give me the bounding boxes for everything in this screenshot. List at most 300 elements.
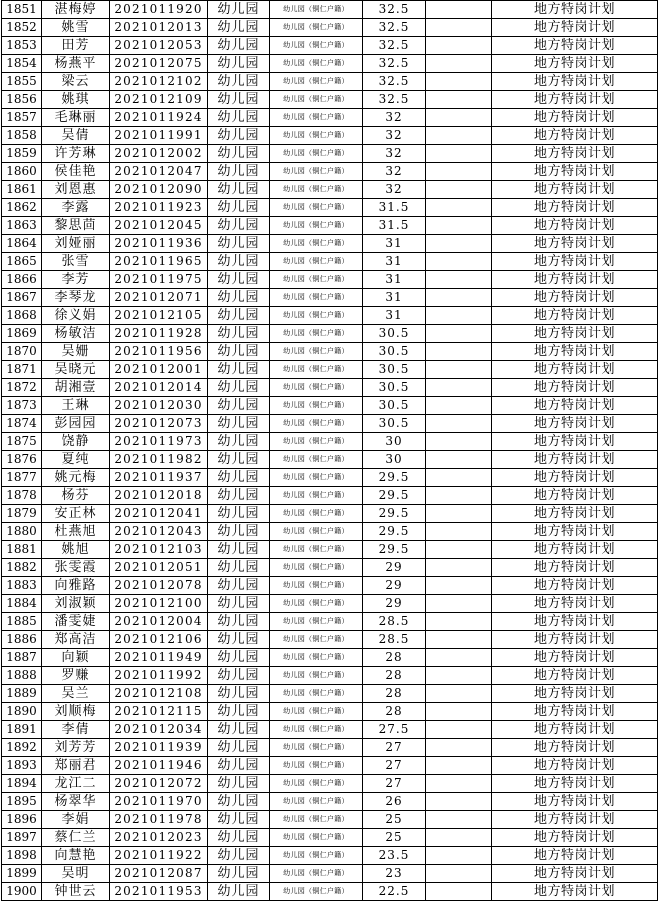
position-cell: 幼儿园（铜仁户籍） — [270, 523, 363, 541]
plan-cell: 地方特岗计划 — [492, 109, 658, 127]
row-number-cell: 1860 — [2, 163, 42, 181]
plan-cell: 地方特岗计划 — [492, 811, 658, 829]
candidate-name-cell: 钟世云 — [42, 883, 110, 901]
school-type-cell: 幼儿园 — [208, 577, 270, 595]
position-cell: 幼儿园（铜仁户籍） — [270, 361, 363, 379]
score-cell: 22.5 — [363, 883, 426, 901]
score-cell: 25 — [363, 829, 426, 847]
table-row — [2, 631, 658, 649]
table-row — [2, 181, 658, 199]
school-type-cell: 幼儿园 — [208, 559, 270, 577]
blank-cell — [426, 577, 492, 595]
candidate-name-cell: 胡湘壹 — [42, 379, 110, 397]
score-cell: 29.5 — [363, 487, 426, 505]
exam-id-cell: 2021011953 — [110, 883, 208, 901]
blank-cell — [426, 757, 492, 775]
plan-cell: 地方特岗计划 — [492, 505, 658, 523]
candidate-name-cell: 刘娅丽 — [42, 235, 110, 253]
school-type-cell: 幼儿园 — [208, 775, 270, 793]
candidate-name-cell: 彭园园 — [42, 415, 110, 433]
blank-cell — [426, 883, 492, 901]
plan-cell: 地方特岗计划 — [492, 577, 658, 595]
exam-id-cell: 2021012075 — [110, 55, 208, 73]
row-number-cell: 1885 — [2, 613, 42, 631]
exam-id-cell: 2021011936 — [110, 235, 208, 253]
exam-id-cell: 2021012087 — [110, 865, 208, 883]
candidate-name-cell: 向雅路 — [42, 577, 110, 595]
candidate-name-cell: 李露 — [42, 199, 110, 217]
blank-cell — [426, 739, 492, 757]
school-type-cell: 幼儿园 — [208, 415, 270, 433]
row-number-cell: 1884 — [2, 595, 42, 613]
exam-id-cell: 2021012100 — [110, 595, 208, 613]
candidate-name-cell: 吴明 — [42, 865, 110, 883]
table-row — [2, 739, 658, 757]
score-cell: 30.5 — [363, 343, 426, 361]
candidate-name-cell: 潘雯婕 — [42, 613, 110, 631]
table-row — [2, 19, 658, 37]
row-number-cell: 1900 — [2, 883, 42, 901]
table-row — [2, 397, 658, 415]
school-type-cell: 幼儿园 — [208, 73, 270, 91]
table-row — [2, 559, 658, 577]
position-cell: 幼儿园（铜仁户籍） — [270, 163, 363, 181]
row-number-cell: 1874 — [2, 415, 42, 433]
exam-id-cell: 2021011949 — [110, 649, 208, 667]
row-number-cell: 1893 — [2, 757, 42, 775]
score-cell: 30.5 — [363, 379, 426, 397]
candidate-name-cell: 刘淑颖 — [42, 595, 110, 613]
row-number-cell: 1896 — [2, 811, 42, 829]
plan-cell: 地方特岗计划 — [492, 667, 658, 685]
score-cell: 25 — [363, 811, 426, 829]
score-cell: 30 — [363, 451, 426, 469]
position-cell: 幼儿园（铜仁户籍） — [270, 1, 363, 19]
position-cell: 幼儿园（铜仁户籍） — [270, 487, 363, 505]
row-number-cell: 1895 — [2, 793, 42, 811]
position-cell: 幼儿园（铜仁户籍） — [270, 541, 363, 559]
row-number-cell: 1873 — [2, 397, 42, 415]
blank-cell — [426, 469, 492, 487]
school-type-cell: 幼儿园 — [208, 793, 270, 811]
candidate-name-cell: 张雪 — [42, 253, 110, 271]
table-row — [2, 685, 658, 703]
school-type-cell: 幼儿园 — [208, 91, 270, 109]
candidate-name-cell: 李倩 — [42, 721, 110, 739]
plan-cell: 地方特岗计划 — [492, 685, 658, 703]
blank-cell — [426, 289, 492, 307]
candidate-name-cell: 黎思茴 — [42, 217, 110, 235]
row-number-cell: 1859 — [2, 145, 42, 163]
table-row — [2, 217, 658, 235]
position-cell: 幼儿园（铜仁户籍） — [270, 109, 363, 127]
exam-id-cell: 2021012014 — [110, 379, 208, 397]
school-type-cell: 幼儿园 — [208, 703, 270, 721]
row-number-cell: 1861 — [2, 181, 42, 199]
row-number-cell: 1852 — [2, 19, 42, 37]
school-type-cell: 幼儿园 — [208, 649, 270, 667]
plan-cell: 地方特岗计划 — [492, 289, 658, 307]
score-cell: 27.5 — [363, 721, 426, 739]
table-row — [2, 199, 658, 217]
position-cell: 幼儿园（铜仁户籍） — [270, 127, 363, 145]
row-number-cell: 1875 — [2, 433, 42, 451]
blank-cell — [426, 451, 492, 469]
position-cell: 幼儿园（铜仁户籍） — [270, 397, 363, 415]
plan-cell: 地方特岗计划 — [492, 739, 658, 757]
school-type-cell: 幼儿园 — [208, 55, 270, 73]
position-cell: 幼儿园（铜仁户籍） — [270, 595, 363, 613]
blank-cell — [426, 307, 492, 325]
table-row — [2, 793, 658, 811]
blank-cell — [426, 217, 492, 235]
table-row — [2, 595, 658, 613]
table-row — [2, 667, 658, 685]
candidate-name-cell: 许芳琳 — [42, 145, 110, 163]
candidate-name-cell: 刘芳芳 — [42, 739, 110, 757]
position-cell: 幼儿园（铜仁户籍） — [270, 883, 363, 901]
candidate-name-cell: 蔡仁兰 — [42, 829, 110, 847]
table-body — [2, 1, 658, 901]
blank-cell — [426, 631, 492, 649]
row-number-cell: 1871 — [2, 361, 42, 379]
row-number-cell: 1882 — [2, 559, 42, 577]
score-cell: 29 — [363, 595, 426, 613]
exam-id-cell: 2021012030 — [110, 397, 208, 415]
candidate-name-cell: 杜燕旭 — [42, 523, 110, 541]
table-row — [2, 721, 658, 739]
candidate-name-cell: 吴姗 — [42, 343, 110, 361]
exam-id-cell: 2021012073 — [110, 415, 208, 433]
score-cell: 32 — [363, 109, 426, 127]
candidate-name-cell: 罗赚 — [42, 667, 110, 685]
exam-id-cell: 2021012090 — [110, 181, 208, 199]
score-cell: 30.5 — [363, 361, 426, 379]
score-cell: 27 — [363, 739, 426, 757]
candidate-name-cell: 杨芬 — [42, 487, 110, 505]
exam-id-cell: 2021012108 — [110, 685, 208, 703]
candidate-name-cell: 田芳 — [42, 37, 110, 55]
plan-cell: 地方特岗计划 — [492, 451, 658, 469]
blank-cell — [426, 181, 492, 199]
position-cell: 幼儿园（铜仁户籍） — [270, 19, 363, 37]
position-cell: 幼儿园（铜仁户籍） — [270, 73, 363, 91]
school-type-cell: 幼儿园 — [208, 613, 270, 631]
blank-cell — [426, 19, 492, 37]
score-cell: 32 — [363, 127, 426, 145]
school-type-cell: 幼儿园 — [208, 505, 270, 523]
row-number-cell: 1858 — [2, 127, 42, 145]
exam-id-cell: 2021012102 — [110, 73, 208, 91]
row-number-cell: 1891 — [2, 721, 42, 739]
school-type-cell: 幼儿园 — [208, 109, 270, 127]
table-row — [2, 883, 658, 901]
school-type-cell: 幼儿园 — [208, 721, 270, 739]
score-cell: 29.5 — [363, 541, 426, 559]
row-number-cell: 1886 — [2, 631, 42, 649]
candidate-name-cell: 梁云 — [42, 73, 110, 91]
row-number-cell: 1870 — [2, 343, 42, 361]
plan-cell: 地方特岗计划 — [492, 469, 658, 487]
school-type-cell: 幼儿园 — [208, 325, 270, 343]
position-cell: 幼儿园（铜仁户籍） — [270, 703, 363, 721]
plan-cell: 地方特岗计划 — [492, 235, 658, 253]
exam-id-cell: 2021011937 — [110, 469, 208, 487]
plan-cell: 地方特岗计划 — [492, 217, 658, 235]
blank-cell — [426, 271, 492, 289]
candidate-name-cell: 王琳 — [42, 397, 110, 415]
table-row — [2, 757, 658, 775]
blank-cell — [426, 649, 492, 667]
plan-cell: 地方特岗计划 — [492, 253, 658, 271]
candidate-name-cell: 夏纯 — [42, 451, 110, 469]
candidate-name-cell: 徐义娟 — [42, 307, 110, 325]
table-row — [2, 55, 658, 73]
table-row — [2, 847, 658, 865]
row-number-cell: 1856 — [2, 91, 42, 109]
candidate-name-cell: 杨翠华 — [42, 793, 110, 811]
position-cell: 幼儿园（铜仁户籍） — [270, 757, 363, 775]
candidate-name-cell: 杨敏洁 — [42, 325, 110, 343]
blank-cell — [426, 433, 492, 451]
school-type-cell: 幼儿园 — [208, 379, 270, 397]
candidate-name-cell: 张雯霞 — [42, 559, 110, 577]
position-cell: 幼儿园（铜仁户籍） — [270, 415, 363, 433]
table-row — [2, 649, 658, 667]
exam-id-cell: 2021011973 — [110, 433, 208, 451]
school-type-cell: 幼儿园 — [208, 865, 270, 883]
blank-cell — [426, 397, 492, 415]
plan-cell: 地方特岗计划 — [492, 181, 658, 199]
exam-id-cell: 2021011923 — [110, 199, 208, 217]
plan-cell: 地方特岗计划 — [492, 271, 658, 289]
school-type-cell: 幼儿园 — [208, 631, 270, 649]
school-type-cell: 幼儿园 — [208, 361, 270, 379]
exam-id-cell: 2021011965 — [110, 253, 208, 271]
position-cell: 幼儿园（铜仁户籍） — [270, 613, 363, 631]
table-row — [2, 379, 658, 397]
plan-cell: 地方特岗计划 — [492, 55, 658, 73]
position-cell: 幼儿园（铜仁户籍） — [270, 271, 363, 289]
candidate-name-cell: 向颖 — [42, 649, 110, 667]
position-cell: 幼儿园（铜仁户籍） — [270, 343, 363, 361]
score-cell: 32 — [363, 163, 426, 181]
plan-cell: 地方特岗计划 — [492, 73, 658, 91]
school-type-cell: 幼儿园 — [208, 451, 270, 469]
position-cell: 幼儿园（铜仁户籍） — [270, 289, 363, 307]
score-cell: 28 — [363, 685, 426, 703]
score-cell: 28 — [363, 649, 426, 667]
position-cell: 幼儿园（铜仁户籍） — [270, 469, 363, 487]
blank-cell — [426, 667, 492, 685]
score-cell: 28 — [363, 703, 426, 721]
score-cell: 30.5 — [363, 397, 426, 415]
score-cell: 23 — [363, 865, 426, 883]
blank-cell — [426, 199, 492, 217]
blank-cell — [426, 235, 492, 253]
plan-cell: 地方特岗计划 — [492, 325, 658, 343]
exam-id-cell: 2021011922 — [110, 847, 208, 865]
row-number-cell: 1897 — [2, 829, 42, 847]
plan-cell: 地方特岗计划 — [492, 379, 658, 397]
school-type-cell: 幼儿园 — [208, 199, 270, 217]
blank-cell — [426, 793, 492, 811]
plan-cell: 地方特岗计划 — [492, 397, 658, 415]
candidate-name-cell: 安正林 — [42, 505, 110, 523]
row-number-cell: 1851 — [2, 1, 42, 19]
table-row — [2, 865, 658, 883]
school-type-cell: 幼儿园 — [208, 523, 270, 541]
score-cell: 32.5 — [363, 37, 426, 55]
table-row — [2, 487, 658, 505]
plan-cell: 地方特岗计划 — [492, 865, 658, 883]
school-type-cell: 幼儿园 — [208, 19, 270, 37]
position-cell: 幼儿园（铜仁户籍） — [270, 721, 363, 739]
blank-cell — [426, 55, 492, 73]
candidate-name-cell: 姚元梅 — [42, 469, 110, 487]
blank-cell — [426, 73, 492, 91]
plan-cell: 地方特岗计划 — [492, 703, 658, 721]
school-type-cell: 幼儿园 — [208, 829, 270, 847]
school-type-cell: 幼儿园 — [208, 847, 270, 865]
plan-cell: 地方特岗计划 — [492, 433, 658, 451]
candidate-name-cell: 李芳 — [42, 271, 110, 289]
blank-cell — [426, 811, 492, 829]
table-row — [2, 343, 658, 361]
candidate-name-cell: 郑丽君 — [42, 757, 110, 775]
blank-cell — [426, 847, 492, 865]
table-row — [2, 127, 658, 145]
exam-id-cell: 2021012109 — [110, 91, 208, 109]
table-row — [2, 91, 658, 109]
table-row — [2, 109, 658, 127]
school-type-cell: 幼儿园 — [208, 739, 270, 757]
exam-id-cell: 2021012043 — [110, 523, 208, 541]
row-number-cell: 1879 — [2, 505, 42, 523]
position-cell: 幼儿园（铜仁户籍） — [270, 37, 363, 55]
blank-cell — [426, 343, 492, 361]
school-type-cell: 幼儿园 — [208, 757, 270, 775]
table-row — [2, 325, 658, 343]
score-cell: 30.5 — [363, 325, 426, 343]
score-cell: 26 — [363, 793, 426, 811]
plan-cell: 地方特岗计划 — [492, 559, 658, 577]
row-number-cell: 1853 — [2, 37, 42, 55]
candidate-name-cell: 姚雪 — [42, 19, 110, 37]
plan-cell: 地方特岗计划 — [492, 847, 658, 865]
table-row — [2, 451, 658, 469]
score-cell: 31 — [363, 253, 426, 271]
row-number-cell: 1868 — [2, 307, 42, 325]
exam-id-cell: 2021011982 — [110, 451, 208, 469]
row-number-cell: 1881 — [2, 541, 42, 559]
score-cell: 32.5 — [363, 1, 426, 19]
row-number-cell: 1880 — [2, 523, 42, 541]
table-row — [2, 775, 658, 793]
score-cell: 32.5 — [363, 55, 426, 73]
table-row — [2, 37, 658, 55]
row-number-cell: 1862 — [2, 199, 42, 217]
row-number-cell: 1892 — [2, 739, 42, 757]
position-cell: 幼儿园（铜仁户籍） — [270, 235, 363, 253]
score-cell: 32.5 — [363, 19, 426, 37]
plan-cell: 地方特岗计划 — [492, 793, 658, 811]
position-cell: 幼儿园（铜仁户籍） — [270, 685, 363, 703]
blank-cell — [426, 559, 492, 577]
school-type-cell: 幼儿园 — [208, 541, 270, 559]
school-type-cell: 幼儿园 — [208, 433, 270, 451]
score-cell: 32 — [363, 181, 426, 199]
candidate-name-cell: 郑高洁 — [42, 631, 110, 649]
school-type-cell: 幼儿园 — [208, 343, 270, 361]
plan-cell: 地方特岗计划 — [492, 541, 658, 559]
exam-id-cell: 2021012018 — [110, 487, 208, 505]
exam-id-cell: 2021012047 — [110, 163, 208, 181]
exam-id-cell: 2021011978 — [110, 811, 208, 829]
exam-id-cell: 2021011946 — [110, 757, 208, 775]
plan-cell: 地方特岗计划 — [492, 163, 658, 181]
school-type-cell: 幼儿园 — [208, 487, 270, 505]
results-table — [1, 0, 658, 901]
row-number-cell: 1867 — [2, 289, 42, 307]
position-cell: 幼儿园（铜仁户籍） — [270, 811, 363, 829]
position-cell: 幼儿园（铜仁户籍） — [270, 649, 363, 667]
score-cell: 31 — [363, 235, 426, 253]
plan-cell: 地方特岗计划 — [492, 91, 658, 109]
plan-cell: 地方特岗计划 — [492, 19, 658, 37]
score-cell: 31.5 — [363, 217, 426, 235]
position-cell: 幼儿园（铜仁户籍） — [270, 55, 363, 73]
position-cell: 幼儿园（铜仁户籍） — [270, 199, 363, 217]
blank-cell — [426, 37, 492, 55]
blank-cell — [426, 829, 492, 847]
exam-id-cell: 2021011991 — [110, 127, 208, 145]
row-number-cell: 1890 — [2, 703, 42, 721]
table-row — [2, 469, 658, 487]
school-type-cell: 幼儿园 — [208, 271, 270, 289]
blank-cell — [426, 1, 492, 19]
plan-cell: 地方特岗计划 — [492, 631, 658, 649]
school-type-cell: 幼儿园 — [208, 289, 270, 307]
plan-cell: 地方特岗计划 — [492, 343, 658, 361]
score-cell: 23.5 — [363, 847, 426, 865]
school-type-cell: 幼儿园 — [208, 181, 270, 199]
score-cell: 28.5 — [363, 613, 426, 631]
position-cell: 幼儿园（铜仁户籍） — [270, 631, 363, 649]
table-row — [2, 289, 658, 307]
plan-cell: 地方特岗计划 — [492, 37, 658, 55]
candidate-name-cell: 吴倩 — [42, 127, 110, 145]
position-cell: 幼儿园（铜仁户籍） — [270, 145, 363, 163]
candidate-name-cell: 向慧艳 — [42, 847, 110, 865]
blank-cell — [426, 487, 492, 505]
exam-id-cell: 2021012105 — [110, 307, 208, 325]
exam-id-cell: 2021011920 — [110, 1, 208, 19]
score-cell: 30.5 — [363, 415, 426, 433]
row-number-cell: 1888 — [2, 667, 42, 685]
position-cell: 幼儿园（铜仁户籍） — [270, 91, 363, 109]
blank-cell — [426, 685, 492, 703]
plan-cell: 地方特岗计划 — [492, 595, 658, 613]
plan-cell: 地方特岗计划 — [492, 415, 658, 433]
score-cell: 31 — [363, 307, 426, 325]
position-cell: 幼儿园（铜仁户籍） — [270, 307, 363, 325]
school-type-cell: 幼儿园 — [208, 685, 270, 703]
school-type-cell: 幼儿园 — [208, 163, 270, 181]
table-row — [2, 541, 658, 559]
exam-id-cell: 2021012071 — [110, 289, 208, 307]
exam-id-cell: 2021012106 — [110, 631, 208, 649]
